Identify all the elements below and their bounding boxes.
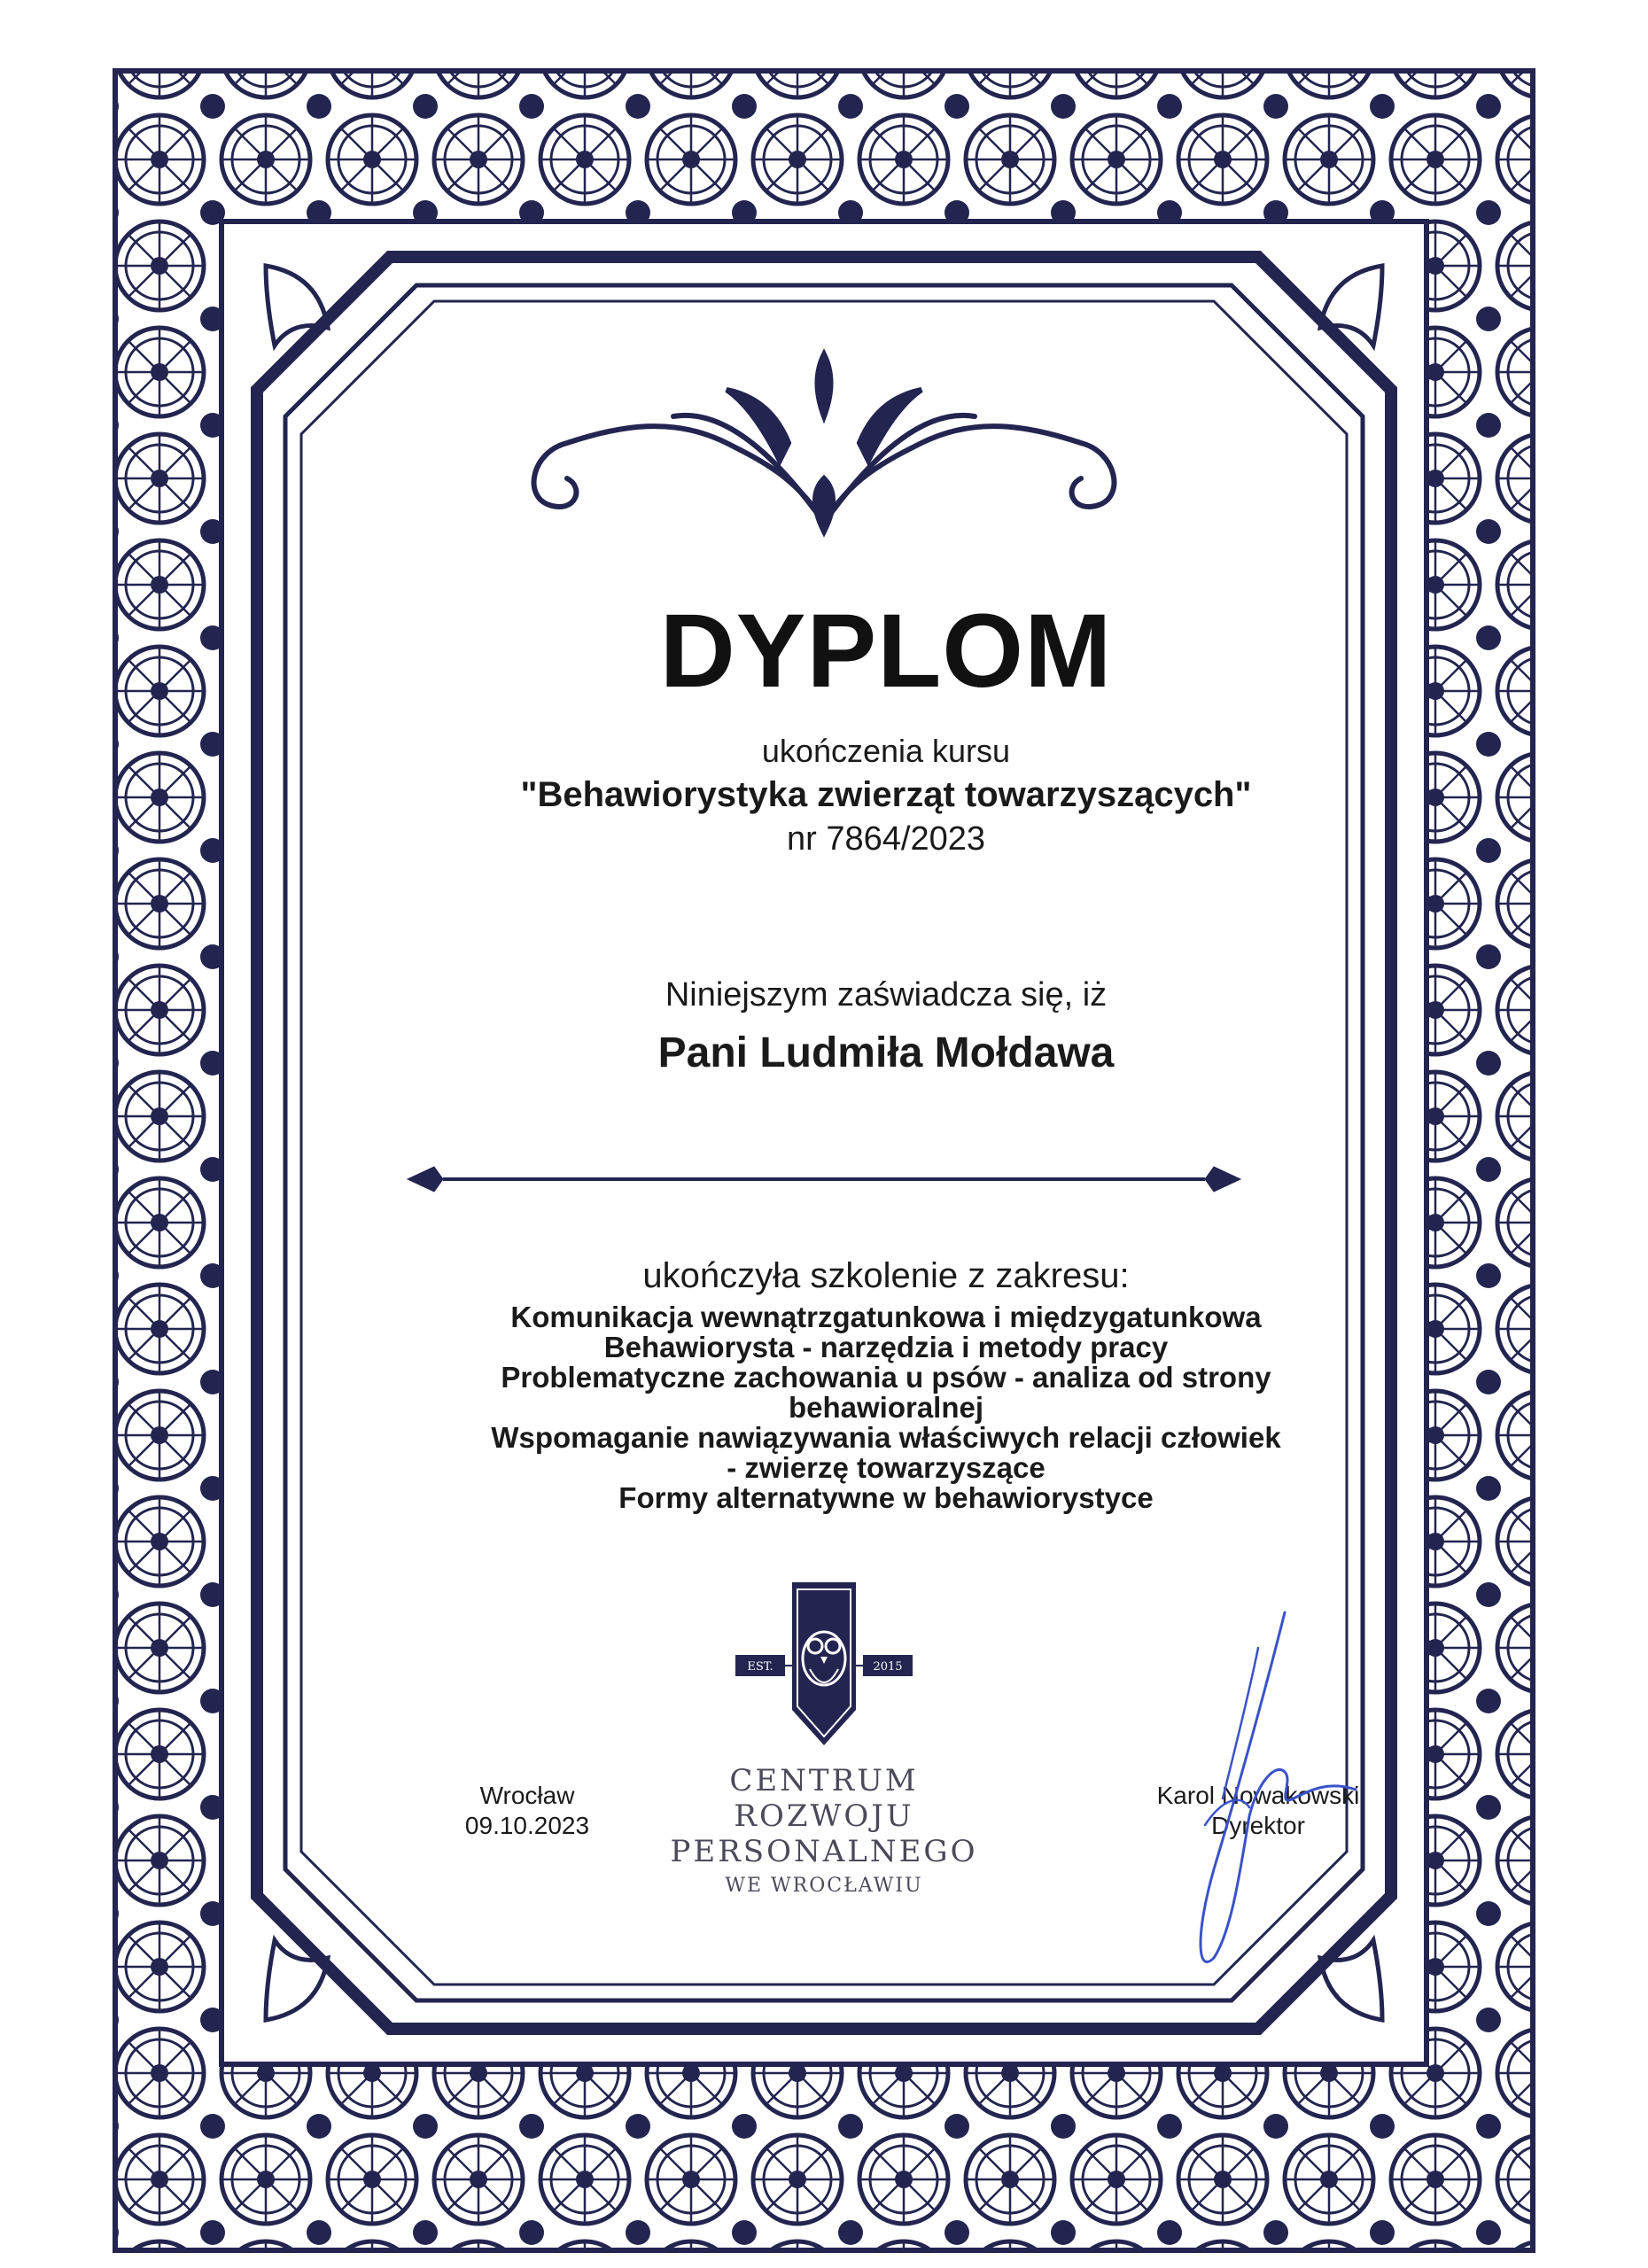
topic-item: Formy alternatywne w behawiorystyce <box>618 1481 1154 1514</box>
diploma-subtitle: ukończenia kursu <box>761 733 1011 769</box>
organization-logo-text <box>647 1763 1001 1899</box>
topic-item: Behawiorysta - narzędzia i metody pracy <box>603 1331 1169 1363</box>
date: 09.10.2023 <box>464 1812 590 1839</box>
handwritten-signature <box>1178 1604 1364 1976</box>
signer-role: Dyrektor <box>1211 1812 1305 1839</box>
logo-line-1: CENTRUM ROZWOJU <box>729 1763 919 1834</box>
completion-text: ukończyła szkolenie z zakresu: <box>642 1256 1130 1295</box>
topic-item: Problematyczne zachowania u psów - analiza od strony <box>501 1361 1271 1394</box>
diploma-title: DYPLOM <box>659 593 1113 710</box>
topic-item: - zwierzę towarzyszące <box>727 1451 1046 1484</box>
logo-line-3: WE WROCŁAWIU <box>725 1875 923 1897</box>
diploma-number: nr 7864/2023 <box>787 820 985 858</box>
topic-item: Wspomaganie nawiązywania właściwych relacji człowiek <box>491 1421 1281 1454</box>
certification-text: Niniejszym zaświadcza się, iż <box>665 976 1108 1014</box>
place-date-block <box>416 1781 638 1841</box>
recipient-name: Pani Ludmiła Mołdawa <box>657 1029 1115 1076</box>
place: Wrocław <box>479 1782 575 1809</box>
topic-item: Komunikacja wewnątrzgatunkowa i międzygatunkowa <box>510 1301 1262 1333</box>
owl-icon <box>735 1577 913 1754</box>
est-year: 2015 <box>873 1660 903 1674</box>
course-name: "Behawiorystyka zwierząt towarzyszących" <box>520 775 1252 814</box>
est-label: EST. <box>747 1660 773 1674</box>
signer-name: Karol Nowakowski <box>1156 1782 1360 1809</box>
logo-line-2: PERSONALNEGO <box>670 1834 978 1869</box>
topic-item: behawioralnej <box>788 1391 984 1424</box>
topics-list <box>292 1302 1480 1513</box>
